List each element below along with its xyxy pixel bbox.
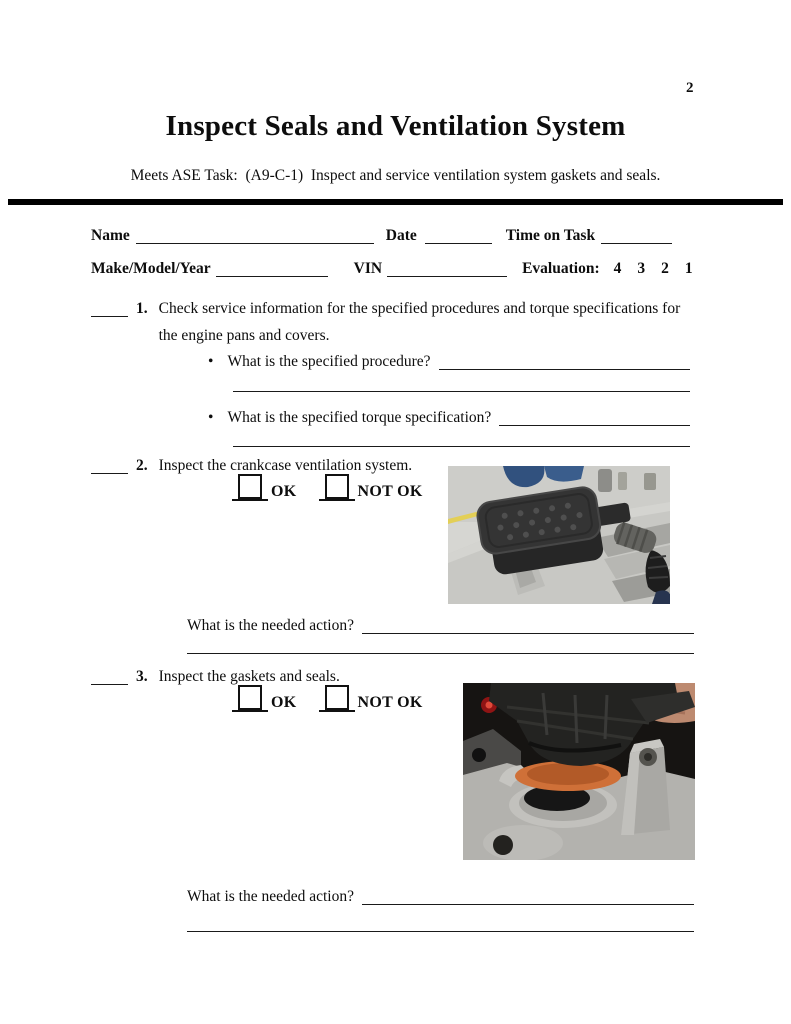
task2-checkbox-row (232, 474, 423, 501)
task3-needed-action-question: What is the needed action? (187, 888, 354, 905)
task2-needed-action-line[interactable] (362, 633, 694, 634)
header-fields-row-2 (91, 260, 693, 278)
bullet-icon: • (208, 353, 214, 370)
task1-answer-2-line-2[interactable] (233, 446, 690, 447)
checkbox-icon[interactable] (325, 685, 349, 710)
task2-ok-checkbox[interactable] (232, 474, 268, 501)
checkbox-icon[interactable] (325, 474, 349, 499)
evaluation-score-2[interactable]: 2 (661, 260, 669, 277)
task1-answer-2-line[interactable] (499, 425, 690, 426)
task1-question-1: What is the specified procedure? (227, 353, 431, 370)
make-model-year-input-line[interactable] (216, 276, 328, 277)
header-fields-row-1 (91, 227, 672, 245)
task2-ok-label: OK (271, 483, 297, 500)
time-on-task-label: Time on Task (505, 227, 596, 244)
task3-notok-checkbox[interactable] (319, 685, 355, 712)
task3-notok-label: NOT OK (357, 694, 423, 711)
evaluation-score-3[interactable]: 3 (637, 260, 646, 277)
checkbox-icon[interactable] (238, 685, 262, 710)
task1-grade-blank[interactable] (91, 316, 128, 317)
task3-needed-action-line[interactable] (362, 904, 694, 905)
crankcase-ventilation-photo (448, 466, 670, 604)
task2-needed-action-question: What is the needed action? (187, 617, 354, 634)
task1-question-1-row (208, 353, 690, 371)
task3-number: 3. (136, 668, 148, 685)
gasket-seal-illustration (463, 683, 695, 860)
bullet-icon: • (208, 409, 214, 426)
gasket-seal-photo (463, 683, 695, 860)
make-model-year-label: Make/Model/Year (91, 260, 211, 277)
crankcase-vent-valve-illustration (448, 466, 670, 604)
task3-needed-action-line-2[interactable] (187, 931, 694, 932)
name-label: Name (91, 227, 130, 244)
evaluation-score-4[interactable]: 4 (613, 260, 622, 277)
task3-needed-action-row (187, 888, 694, 906)
header-divider (8, 199, 783, 205)
task1-number: 1. (136, 300, 148, 317)
task2-number: 2. (136, 457, 148, 474)
task2-needed-action-row (187, 617, 694, 635)
evaluation-label: Evaluation: (522, 260, 600, 277)
time-on-task-input-line[interactable] (601, 243, 672, 244)
task-3 (91, 668, 340, 686)
page-number: 2 (686, 80, 694, 96)
task3-text: Inspect the gaskets and seals. (158, 668, 340, 685)
name-input-line[interactable] (136, 243, 374, 244)
task2-needed-action-line-2[interactable] (187, 653, 694, 654)
task3-checkbox-row (232, 685, 423, 712)
date-input-line[interactable] (425, 243, 492, 244)
task1-question-2-row (208, 409, 690, 427)
ase-task-subtitle: Meets ASE Task: (A9-C-1) Inspect and service ventilation system gaskets and seals. (130, 167, 661, 184)
task3-ok-label: OK (271, 694, 297, 711)
task3-grade-blank[interactable] (91, 684, 128, 685)
task-1 (91, 295, 699, 349)
vin-label: VIN (353, 260, 383, 277)
task2-notok-checkbox[interactable] (319, 474, 355, 501)
task1-text: Check service information for the specified procedures and torque specifications for the engine pans and covers. (158, 300, 681, 344)
task3-ok-checkbox[interactable] (232, 685, 268, 712)
task2-notok-label: NOT OK (357, 483, 423, 500)
task1-question-2: What is the specified torque specification? (227, 409, 492, 426)
evaluation-score-1[interactable]: 1 (684, 260, 693, 277)
checkbox-icon[interactable] (238, 474, 262, 499)
vin-input-line[interactable] (387, 276, 507, 277)
page-title: Inspect Seals and Ventilation System (165, 110, 626, 142)
task2-grade-blank[interactable] (91, 473, 128, 474)
task-2 (91, 457, 412, 475)
task1-answer-1-line[interactable] (439, 369, 690, 370)
date-label: Date (385, 227, 417, 244)
task1-answer-1-line-2[interactable] (233, 391, 690, 392)
task2-text: Inspect the crankcase ventilation system. (158, 457, 413, 474)
